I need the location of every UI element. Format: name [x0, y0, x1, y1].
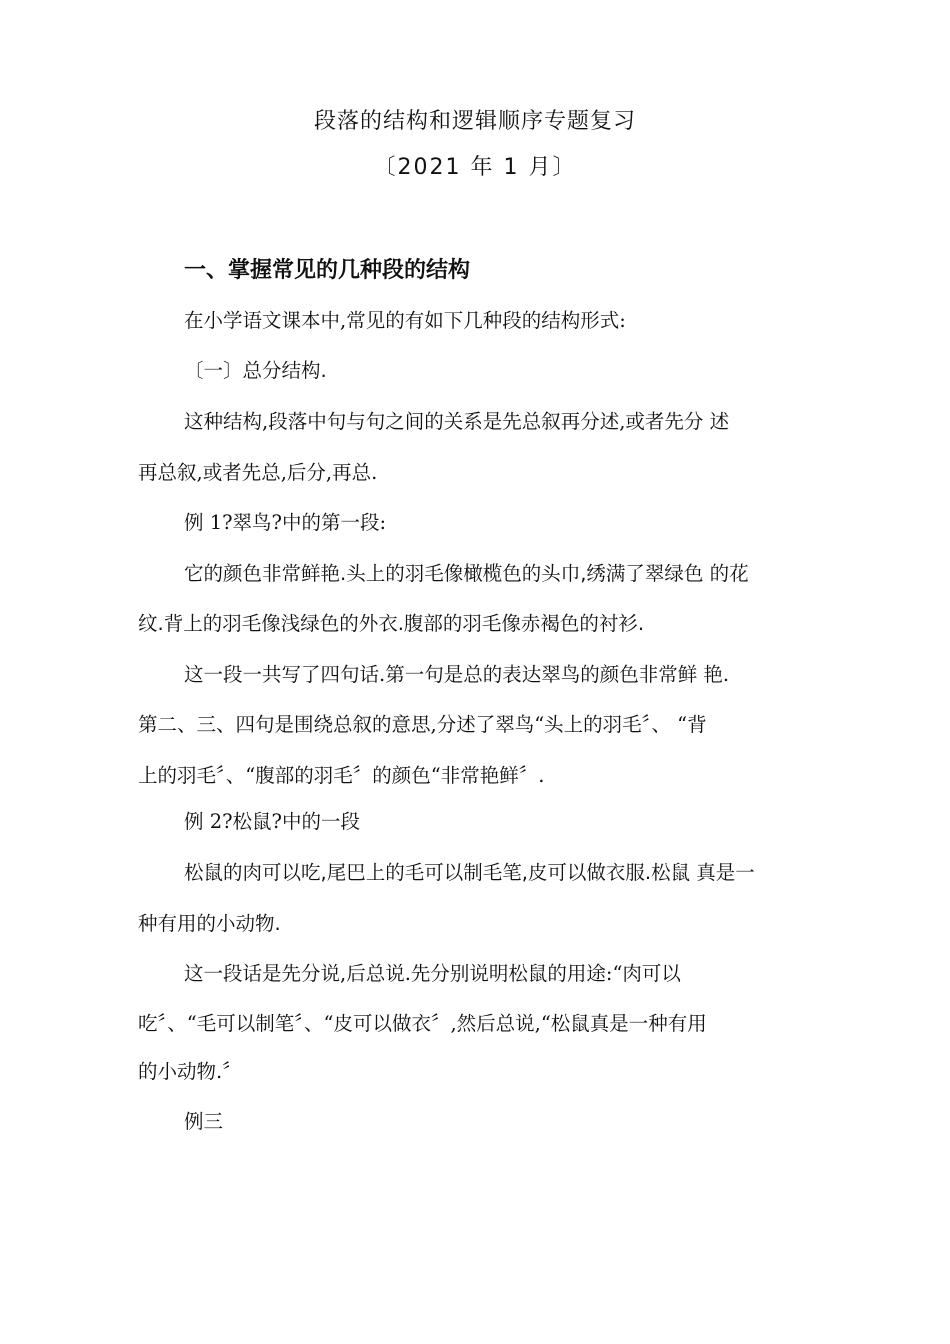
section-heading: 一、掌握常见的几种段的结构 — [184, 258, 471, 283]
intro-paragraph: 在小学语文课本中,常见的有如下几种段的结构形式: — [184, 309, 626, 332]
body-text-line: 的小动物.〞 — [138, 1060, 242, 1083]
body-text-line: 第二、三、四句是围绕总叙的意思,分述了翠鸟“头上的羽毛〞、 “背 — [138, 713, 707, 736]
example-quote-line: 纹.背上的羽毛像浅绿色的外衣.腹部的羽毛像赤褐色的衬衫. — [138, 612, 645, 635]
document-title: 段落的结构和逻辑顺序专题复习 — [313, 109, 636, 134]
body-text-line: 吃〞、“毛可以制笔〞、“皮可以做衣〞,然后总说,“松鼠真是一种有用 — [138, 1012, 707, 1035]
example-quote-line: 种有用的小动物. — [138, 912, 281, 935]
document-date: 〔2021 年 1 月〕 — [373, 155, 577, 180]
example-label: 例三 — [184, 1110, 224, 1133]
subsection-heading: 〔一〕总分结构. — [184, 359, 327, 382]
body-text-line: 上的羽毛〞、“腹部的羽毛〞的颜色“非常艳鲜〞. — [138, 764, 545, 787]
body-text-line: 这一段话是先分说,后总说.先分别说明松鼠的用途:“肉可以 — [184, 962, 681, 985]
example-label: 例 2?松鼠?中的一段 — [184, 810, 361, 833]
example-quote-line: 它的颜色非常鲜艳.头上的羽毛像橄榄色的头巾,绣满了翠绿色 的花 — [184, 562, 749, 585]
body-text-line: 这种结构,段落中句与句之间的关系是先总叙再分述,或者先分 述 — [184, 410, 730, 433]
example-label: 例 1?翠鸟?中的第一段: — [184, 511, 387, 534]
example-quote-line: 松鼠的肉可以吃,尾巴上的毛可以制毛笔,皮可以做衣服.松鼠 真是一 — [184, 861, 755, 884]
body-text-line: 再总叙,或者先总,后分,再总. — [138, 461, 378, 484]
body-text-line: 这一段一共写了四句话.第一句是总的表达翠鸟的颜色非常鲜 艳. — [184, 663, 730, 686]
